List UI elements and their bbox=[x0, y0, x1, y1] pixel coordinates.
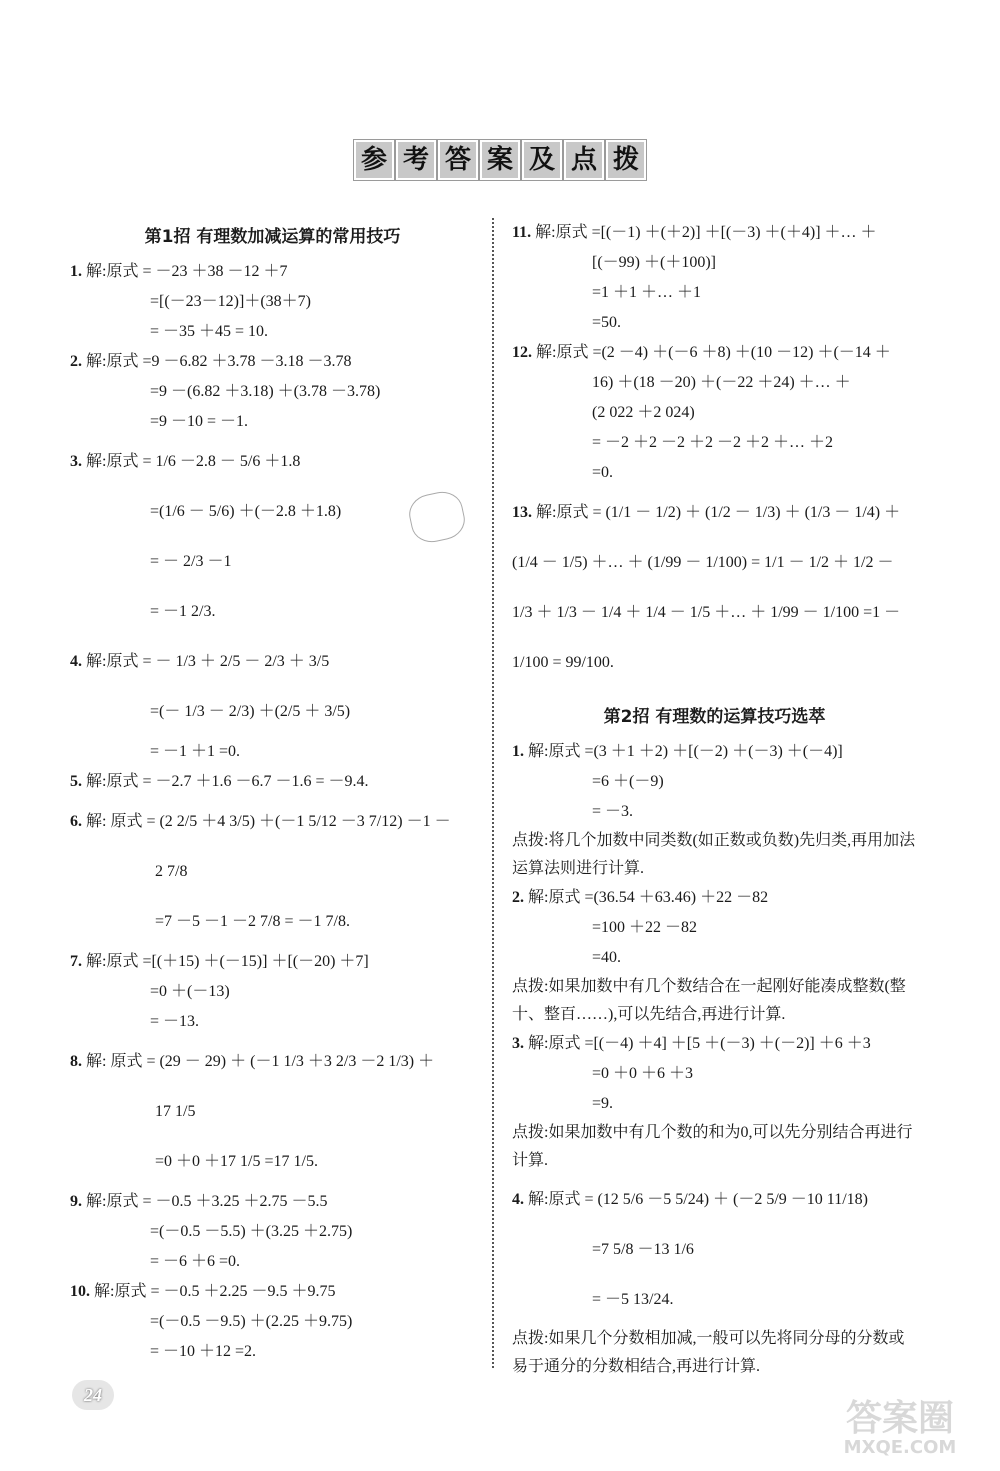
title-char: 案 bbox=[480, 140, 520, 180]
section-heading-1: 第1招 有理数加减运算的常用技巧 bbox=[144, 227, 401, 247]
problem-number: 12. bbox=[512, 344, 532, 361]
tip-text: 点拨:将几个加数中同类数(如正数或负数)先归类,再用加法运算法则进行计算. bbox=[512, 832, 916, 877]
line-text: = －1 ＋1 =0. bbox=[150, 743, 241, 760]
line-text: 解:原式 =[(－4) ＋4] ＋[5 ＋(－3) ＋(－2)] ＋6 ＋3 bbox=[528, 1035, 871, 1052]
solution-line bbox=[70, 847, 475, 897]
problem-number: 2. bbox=[70, 353, 82, 370]
solution-line bbox=[512, 883, 917, 913]
line-text: 1/3 ＋ 1/3 － 1/4 ＋ 1/4 － 1/5 ＋… ＋ 1/99 － 1/100 =1 － bbox=[512, 604, 901, 621]
tip-text: 点拨:如果几个分数相加减,一般可以先将同分母的分数或易于通分的分数相结合,再进行计算. bbox=[512, 1330, 905, 1375]
line-text: 解:原式 = － 1/3 ＋ 2/5 － 2/3 ＋ 3/5 bbox=[86, 653, 330, 670]
solution-line bbox=[70, 1087, 475, 1137]
solution-line bbox=[512, 1029, 917, 1059]
line-text: = －2 ＋2 －2 ＋2 －2 ＋2 ＋… ＋2 bbox=[592, 434, 834, 451]
solution-line bbox=[512, 943, 917, 973]
line-text: 解:原式 =(3 ＋1 ＋2) ＋[(－2) ＋(－3) ＋(－4)] bbox=[528, 743, 843, 760]
line-text: 解:原式 =(36.54 ＋63.46) ＋22 －82 bbox=[528, 889, 769, 906]
line-text: =(－ 1/3 － 2/3) ＋(2/5 ＋ 3/5) bbox=[150, 703, 351, 720]
solution-line bbox=[512, 1089, 917, 1119]
problem-number: 6. bbox=[70, 813, 82, 830]
line-text: = －3. bbox=[592, 803, 634, 820]
line-text: 解:原式 = 1/6 －2.8 － 5/6 ＋1.8 bbox=[86, 453, 301, 470]
solution-line bbox=[70, 1337, 475, 1367]
problem-number: 11. bbox=[512, 224, 532, 241]
line-text: 17 1/5 bbox=[155, 1103, 196, 1120]
solution-line bbox=[512, 458, 917, 488]
line-text: =(－0.5 －5.5) ＋(3.25 ＋2.75) bbox=[150, 1223, 353, 1240]
left-column bbox=[70, 218, 475, 1367]
problem-number: 1. bbox=[512, 743, 524, 760]
line-text: 解: 原式 = (29 － 29) ＋ (－1 1/3 ＋3 2/3 －2 1/3) ＋ bbox=[86, 1053, 435, 1070]
solution-line bbox=[70, 687, 475, 737]
problem-number: 8. bbox=[70, 1053, 82, 1070]
solution-line bbox=[70, 437, 475, 487]
line-text: 1/100 = 99/100. bbox=[512, 654, 614, 671]
solution-line bbox=[512, 1175, 917, 1225]
solution-line bbox=[70, 287, 475, 317]
watermark-logo bbox=[820, 1390, 980, 1460]
tip-text: 点拨:如果加数中有几个数结合在一起刚好能凑成整数(整十、整百……),可以先结合,再进行计算. bbox=[512, 978, 906, 1023]
title-char: 参 bbox=[354, 140, 394, 180]
line-text: 解:原式 = －0.5 ＋3.25 ＋2.75 －5.5 bbox=[86, 1193, 328, 1210]
line-text: = －10 ＋12 =2. bbox=[150, 1343, 257, 1360]
solution-line bbox=[512, 737, 917, 767]
solution-line bbox=[70, 1187, 475, 1217]
solution-line bbox=[70, 377, 475, 407]
tip-text: 点拨:如果加数中有几个数的和为0,可以先分别结合再进行计算. bbox=[512, 1124, 913, 1169]
solution-line bbox=[512, 398, 917, 428]
problem-number: 4. bbox=[70, 653, 82, 670]
line-text: 解:原式 = (1/1 － 1/2) ＋ (1/2 － 1/3) ＋ (1/3 － 1/4) ＋ bbox=[536, 504, 901, 521]
page-number: 24 bbox=[72, 1380, 114, 1410]
line-text: 解:原式 =[(－1) ＋(＋2)] ＋[(－3) ＋(＋4)] ＋… ＋ bbox=[535, 224, 877, 241]
solution-line bbox=[512, 1275, 917, 1325]
solution-line bbox=[70, 537, 475, 587]
solution-line bbox=[70, 1037, 475, 1087]
line-text: =7 5/8 －13 1/6 bbox=[592, 1241, 694, 1258]
solution-line bbox=[70, 1217, 475, 1247]
problem-number: 7. bbox=[70, 953, 82, 970]
problem-number: 3. bbox=[512, 1035, 524, 1052]
line-text: 16) ＋(18 －20) ＋(－22 ＋24) ＋… ＋ bbox=[592, 374, 851, 391]
line-text: =0 ＋0 ＋17 1/5 =17 1/5. bbox=[155, 1153, 318, 1170]
line-text: 解:原式 = －0.5 ＋2.25 －9.5 ＋9.75 bbox=[94, 1283, 336, 1300]
solution-line bbox=[70, 1307, 475, 1337]
line-text: =100 ＋22 －82 bbox=[592, 919, 698, 936]
line-text: =(－0.5 －9.5) ＋(2.25 ＋9.75) bbox=[150, 1313, 353, 1330]
line-text: =9. bbox=[592, 1095, 614, 1112]
line-text: [(－99) ＋(＋100)] bbox=[592, 254, 716, 271]
problem-number: 2. bbox=[512, 889, 524, 906]
line-text: =50. bbox=[592, 314, 622, 331]
solution-line bbox=[512, 338, 917, 368]
problem-number: 13. bbox=[512, 504, 532, 521]
line-text: 解:原式 =(2 －4) ＋(－6 ＋8) ＋(10 －12) ＋(－14 ＋ bbox=[536, 344, 891, 361]
line-text: = －6 ＋6 =0. bbox=[150, 1253, 241, 1270]
line-text: = －5 13/24. bbox=[592, 1291, 674, 1308]
solution-line bbox=[70, 257, 475, 287]
solution-line bbox=[70, 767, 475, 797]
line-text: =(1/6 － 5/6) ＋(－2.8 ＋1.8) bbox=[150, 503, 342, 520]
line-text: (2 022 ＋2 024) bbox=[592, 404, 695, 421]
solution-line bbox=[512, 1225, 917, 1275]
line-text: =9 －10 = －1. bbox=[150, 413, 249, 430]
line-text: =9 －(6.82 ＋3.18) ＋(3.78 －3.78) bbox=[150, 383, 381, 400]
line-text: 解:原式 = －2.7 ＋1.6 －6.7 －1.6 = －9.4. bbox=[86, 773, 369, 790]
title-char: 拨 bbox=[606, 140, 646, 180]
solution-line bbox=[70, 947, 475, 977]
title-char: 及 bbox=[522, 140, 562, 180]
problem-number: 3. bbox=[70, 453, 82, 470]
solution-line bbox=[512, 248, 917, 278]
section-heading-2: 第2招 有理数的运算技巧选萃 bbox=[603, 707, 826, 727]
solution-line bbox=[70, 897, 475, 947]
solution-line bbox=[70, 347, 475, 377]
line-text: =0 ＋(－13) bbox=[150, 983, 230, 1000]
solution-line bbox=[512, 488, 917, 538]
solution-line bbox=[512, 1059, 917, 1089]
line-text: =0 ＋0 ＋6 ＋3 bbox=[592, 1065, 694, 1082]
watermark-main: 答案圈 bbox=[845, 1398, 954, 1439]
solution-line bbox=[512, 588, 917, 638]
title-char: 点 bbox=[564, 140, 604, 180]
column-divider bbox=[492, 218, 494, 1368]
solution-line bbox=[512, 218, 917, 248]
solution-line bbox=[70, 407, 475, 437]
line-text: = －35 ＋45 = 10. bbox=[150, 323, 269, 340]
solution-line bbox=[512, 308, 917, 338]
solution-line bbox=[512, 767, 917, 797]
problem-number: 9. bbox=[70, 1193, 82, 1210]
title-char: 答 bbox=[438, 140, 478, 180]
solution-line bbox=[512, 368, 917, 398]
line-text: 解:原式 =[(＋15) ＋(－15)] ＋[(－20) ＋7] bbox=[86, 953, 369, 970]
problem-number: 4. bbox=[512, 1191, 524, 1208]
line-text: =0. bbox=[592, 464, 614, 481]
solution-line bbox=[70, 1247, 475, 1277]
line-text: =7 －5 －1 －2 7/8 = －1 7/8. bbox=[155, 913, 350, 930]
problem-number: 10. bbox=[70, 1283, 90, 1300]
solution-line bbox=[70, 977, 475, 1007]
line-text: = －1 2/3. bbox=[150, 603, 216, 620]
solution-line bbox=[512, 638, 917, 688]
solution-line bbox=[70, 587, 475, 637]
line-text: 解:原式 = －23 ＋38 －12 ＋7 bbox=[86, 263, 288, 280]
line-text: 解:原式 = (12 5/6 －5 5/24) ＋ (－2 5/9 －10 11/18) bbox=[528, 1191, 868, 1208]
solution-line bbox=[512, 428, 917, 458]
solution-line bbox=[70, 317, 475, 347]
solution-line bbox=[512, 913, 917, 943]
solution-line bbox=[70, 1007, 475, 1037]
solution-line bbox=[512, 797, 917, 827]
watermark-sub: MXQE.COM bbox=[843, 1437, 957, 1458]
line-text: =6 ＋(－9) bbox=[592, 773, 664, 790]
line-text: =1 ＋1 ＋… ＋1 bbox=[592, 284, 702, 301]
line-text: =[(－23－12)]＋(38＋7) bbox=[150, 293, 311, 310]
solution-line bbox=[70, 797, 475, 847]
solution-line bbox=[70, 737, 475, 767]
line-text: = － 2/3 －1 bbox=[150, 553, 232, 570]
line-text: (1/4 － 1/5) ＋… ＋ (1/99 － 1/100) = 1/1 － 1/2 ＋ 1/2 － bbox=[512, 554, 894, 571]
page-title bbox=[0, 140, 1000, 180]
solution-line bbox=[70, 637, 475, 687]
solution-line bbox=[512, 278, 917, 308]
solution-line bbox=[512, 538, 917, 588]
line-text: 2 7/8 bbox=[155, 863, 188, 880]
solution-line bbox=[70, 1277, 475, 1307]
line-text: = －13. bbox=[150, 1013, 200, 1030]
line-text: 解: 原式 = (2 2/5 ＋4 3/5) ＋(－1 5/12 －3 7/12) －1 － bbox=[86, 813, 451, 830]
line-text: 解:原式 =9 －6.82 ＋3.78 －3.18 －3.78 bbox=[86, 353, 352, 370]
right-column bbox=[512, 218, 917, 1381]
solution-line bbox=[70, 1137, 475, 1187]
problem-number: 5. bbox=[70, 773, 82, 790]
line-text: =40. bbox=[592, 949, 622, 966]
title-char: 考 bbox=[396, 140, 436, 180]
problem-number: 1. bbox=[70, 263, 82, 280]
